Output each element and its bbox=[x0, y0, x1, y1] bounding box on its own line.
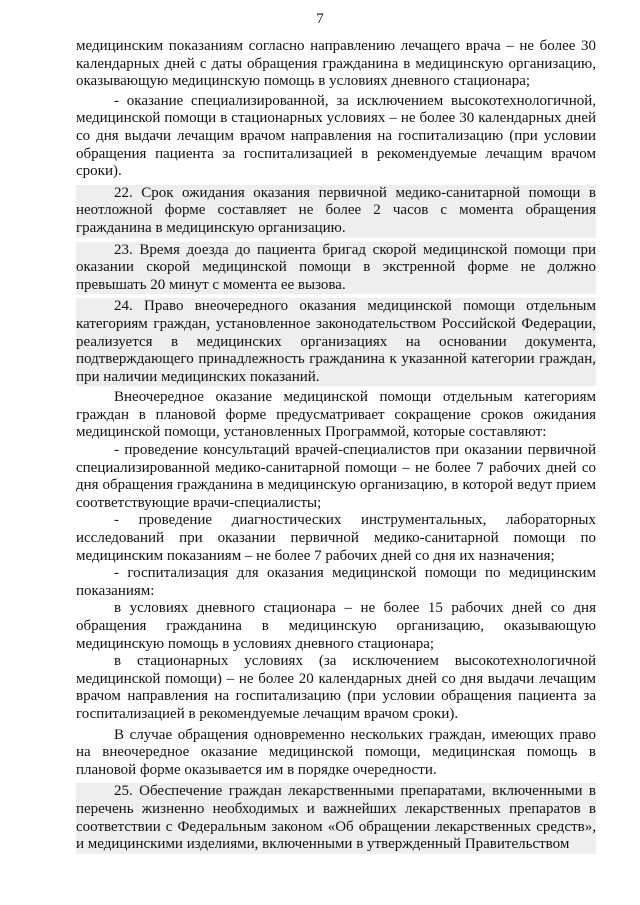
list-item-hospitalization: - госпитализация для оказания медицинской помощи по медицинским показаниям: bbox=[76, 565, 596, 599]
list-item-diagnostics: - проведение диагностических инструментальных, лабораторных исследований при оказании первичной медико-санитарной помощи по медицинским показаниям – не более 7 рабочих дней со дня их назначения; bbox=[76, 512, 596, 564]
list-item-specialized-care: - оказание специализированной, за исключением высокотехнологичной, медицинской помощи в стационарных условиях – не более 30 календарных дней со дня выдачи лечащим врачом направления на госпитализацию (при условии обращения пациента за госпитализацией в рекомендуемые лечащим врачом сроки). bbox=[76, 92, 596, 180]
clause-24: 24. Право внеочередного оказания медицинской помощи отдельным категориям граждан, установленное законодательством Российской Федерации, реализуется в медицинских организациях на основании документа, подтверждающего принадлежность гражданина к указанной категории граждан, при наличии медицинских показаний. bbox=[76, 298, 596, 385]
list-item-consultations: - проведение консультаций врачей-специалистов при оказании первичной специализированной медико-санитарной помощи – не более 7 рабочих дней со дня обращения гражданина в медицинскую организацию, в которой ведут прием соответствующие врачи-специалисты; bbox=[76, 442, 596, 511]
paragraph-priority-care: Внеочередное оказание медицинской помощи отдельным категориям граждан в плановой форме предусматривает сокращение сроков ожидания медицинской помощи, установленных Программой, которые составляют: bbox=[76, 389, 596, 441]
clause-23: 23. Время доезда до пациента бригад скорой медицинской помощи при оказании скорой медицинской помощи в экстренной форме не должно превышать 20 минут с момента ее вызова. bbox=[76, 241, 596, 293]
clause-22: 22. Срок ожидания оказания первичной медико-санитарной помощи в неотложной форме составляет не более 2 часов с момента обращения гражданина в медицинскую организацию. bbox=[76, 184, 596, 236]
paragraph-simultaneous-requests: В случае обращения одновременно нескольких граждан, имеющих право на внеочередное оказание медицинской помощи, медицинская помощь в плановой форме оказывается им в порядке очередности. bbox=[76, 726, 596, 778]
body-text bbox=[76, 38, 596, 854]
clause-25: 25. Обеспечение граждан лекарственными препаратами, включенными в перечень жизненно необходимых и важнейших лекарственных препаратов в соответствии с Федеральным законом «Об обращении лекарственных средств», и медицинскими изделиями, включенными в утвержденный Правительством bbox=[76, 783, 596, 853]
page-number: 7 bbox=[316, 11, 324, 27]
sub-item-day-hospital: в условиях дневного стационара – не более 15 рабочих дней со дня обращения гражданина в медицинскую организацию, оказывающую медицинскую помощь в условиях дневного стационара; bbox=[76, 600, 596, 652]
sub-item-inpatient: в стационарных условиях (за исключением высокотехнологичной медицинской помощи) – не более 20 календарных дней со дня выдачи лечащим врачом направления на госпитализацию (при условии обращения пациента за госпитализацией в рекомендуемые лечащим врачом сроки). bbox=[76, 653, 596, 722]
paragraph-continuation: медицинским показаниям согласно направлению лечащего врача – не более 30 календарных дней с даты обращения гражданина в медицинскую организацию, оказывающую медицинскую помощь в условиях дневного стационара; bbox=[76, 38, 596, 90]
